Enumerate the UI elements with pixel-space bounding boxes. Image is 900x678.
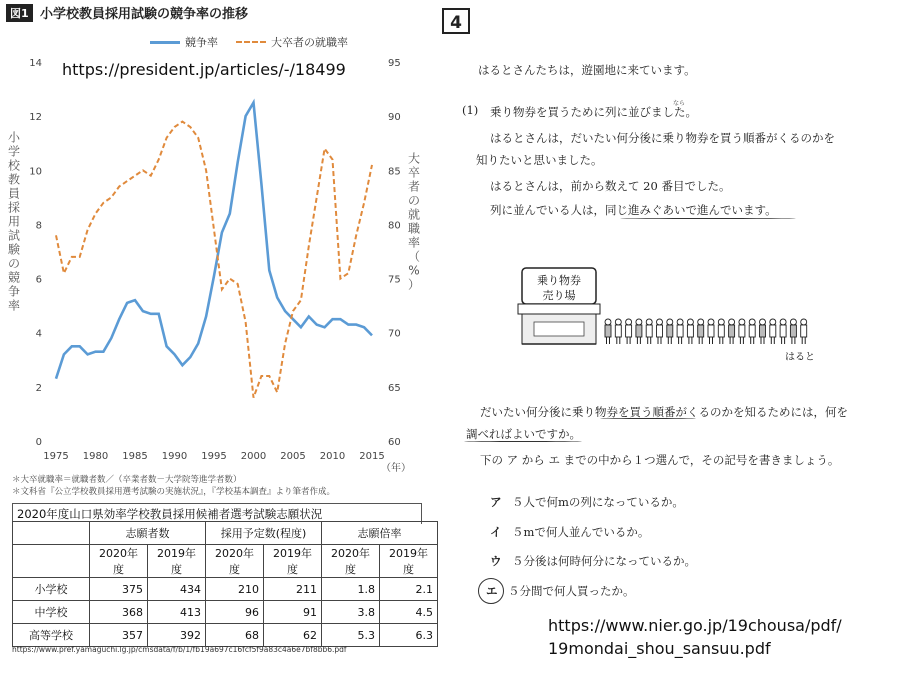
person-body [657, 325, 663, 337]
person-legs [802, 337, 805, 344]
right-axis-label: 者 [407, 179, 421, 194]
person-head [729, 319, 735, 325]
handwritten-underline [464, 441, 582, 442]
note-line: ＊大卒就職率＝就職者数／（卒業者数－大学院等進学者数） [12, 475, 242, 485]
person-body [646, 325, 652, 337]
url-line: https://www.nier.go.jp/19chousa/pdf/ [548, 616, 842, 635]
left-axis-label: 競 [7, 270, 21, 285]
right-tick-label: 85 [388, 166, 401, 178]
option-text: ５人で何mの列になっているか。 [512, 495, 684, 509]
left-axis-label: 用 [7, 214, 21, 229]
subquestion-number: (1) [462, 103, 479, 117]
table-cell: 96 [206, 601, 264, 624]
chart-notes [12, 474, 335, 498]
question-line: だいたい何分後に乗り物券を買う順番がくるのかを知るためには，何を [480, 405, 848, 419]
person-legs [627, 337, 630, 344]
queue-person [687, 319, 693, 344]
table-subheader: 2019年度 [264, 545, 322, 578]
table-corner-cell [13, 522, 90, 545]
right-tick-label: 90 [388, 112, 401, 124]
q1-line: 列に並んでいる人は，同じ進みぐあいで進んでいます。 [490, 203, 777, 217]
table-subheader: 2020年度 [90, 545, 148, 578]
table-row [13, 624, 438, 647]
right-tick-label: 95 [388, 58, 401, 69]
legend-swatch-dashed [236, 41, 266, 43]
queue-person [667, 319, 673, 344]
q1-line: はるとさんは，前から数えて 20 番目でした。 [490, 179, 731, 193]
right-axis-label: 就 [407, 207, 421, 222]
person-body [749, 325, 755, 337]
person-legs [720, 337, 723, 344]
table-corner-cell [13, 545, 90, 578]
queue-person [718, 319, 724, 344]
option-key: ウ [490, 554, 502, 568]
figure-title: 小学校教員採用試験の競争率の推移 [40, 7, 249, 22]
left-tick-label: 0 [35, 437, 42, 448]
queue-person [729, 319, 735, 344]
queue-illustration [510, 260, 830, 370]
queue-person [739, 319, 745, 344]
table-row-label: 中学校 [13, 601, 90, 624]
note-line: ＊文科省『公立学校教員採用選考試験の実施状況』，『学校基本調査』より筆者作成。 [12, 487, 336, 497]
queue-person [708, 319, 714, 344]
legend-swatch-solid [150, 41, 180, 44]
question-line: 下の ア から エ までの中から１つ選んで，その記号を書きましょう。 [480, 453, 840, 467]
queue-person [770, 319, 776, 344]
handwritten-underline [600, 418, 696, 419]
x-tick-label: 2000 [240, 451, 267, 462]
person-body [667, 325, 673, 337]
person-head [718, 319, 724, 325]
table-cell: 4.5 [380, 601, 438, 624]
person-legs [689, 337, 692, 344]
option-i [490, 524, 649, 540]
queue-person [801, 319, 807, 344]
right-axis-label: 卒 [407, 165, 421, 180]
table-row-label: 小学校 [13, 578, 90, 601]
right-axis-label: （ [407, 249, 421, 264]
table-cell: 2.1 [380, 578, 438, 601]
x-tick-label: 1990 [161, 451, 188, 462]
question-line: 調べればよいですか。 [466, 427, 581, 441]
applicant-stats-table [12, 521, 438, 647]
person-head [801, 319, 807, 325]
option-u [490, 553, 696, 569]
person-head [626, 319, 632, 325]
person-legs [792, 337, 795, 344]
table-group-header: 採用予定数(程度) [206, 522, 322, 545]
left-panel [0, 0, 440, 678]
table-subheader: 2020年度 [322, 545, 380, 578]
person-head [646, 319, 652, 325]
x-axis-unit: （年） [381, 463, 411, 473]
intro-text: はるとさんたちは，遊園地に来ています。 [478, 63, 696, 77]
table-title: 2020年度山口県効率学校教員採用候補者選考試験志願状況 [12, 503, 422, 524]
q1-line: はるとさんは，だいたい何分後に乗り物券を買う順番がくるのかを [490, 131, 835, 145]
table-cell: 368 [90, 601, 148, 624]
option-key: エ [486, 584, 498, 598]
left-axis-label: 採 [7, 200, 21, 215]
person-legs [658, 337, 661, 344]
line-chart [0, 48, 440, 473]
table-cell: 62 [264, 624, 322, 647]
person-label-haruto: はると [785, 352, 815, 363]
queue-person [760, 319, 766, 344]
table-subheader-row [13, 545, 438, 578]
left-tick-label: 2 [35, 382, 42, 394]
person-head [739, 319, 745, 325]
left-axis-label: 員 [7, 186, 21, 201]
option-text: ５分後は何時何分になっているか。 [512, 554, 696, 568]
sign-line-2: 売り場 [542, 289, 576, 302]
left-tick-label: 14 [29, 58, 42, 69]
handwritten-underline [620, 218, 796, 219]
left-axis-label: 校 [7, 158, 21, 173]
person-body [677, 325, 683, 337]
right-axis-label: の [407, 193, 421, 208]
person-legs [617, 337, 620, 344]
x-tick-label: 2010 [319, 451, 346, 462]
person-body [739, 325, 745, 337]
person-head [770, 319, 776, 325]
url-overlay-president: https://president.jp/articles/-/18499 [62, 60, 346, 79]
person-head [615, 319, 621, 325]
table-cell: 392 [148, 624, 206, 647]
table-row [13, 601, 438, 624]
person-body [636, 325, 642, 337]
person-legs [648, 337, 651, 344]
queue-person [615, 319, 621, 344]
table-cell: 357 [90, 624, 148, 647]
queue-person [698, 319, 704, 344]
person-head [636, 319, 642, 325]
queue-person [646, 319, 652, 344]
right-tick-label: 65 [388, 382, 401, 394]
legend-label-employment: 大卒者の就職率 [271, 36, 348, 49]
queue-person [636, 319, 642, 344]
option-e [486, 583, 635, 599]
person-legs [710, 337, 713, 344]
queue-person [790, 319, 796, 344]
legend-label-competition: 競争率 [185, 36, 218, 49]
person-head [657, 319, 663, 325]
person-head [708, 319, 714, 325]
left-tick-label: 12 [29, 112, 42, 124]
person-legs [699, 337, 702, 344]
right-tick-label: 75 [388, 274, 401, 286]
person-body [626, 325, 632, 337]
question-number: 4 [442, 8, 470, 34]
person-head [749, 319, 755, 325]
table-row [13, 578, 438, 601]
left-axis-label: 学 [7, 144, 21, 159]
person-legs [637, 337, 640, 344]
person-body [687, 325, 693, 337]
person-head [790, 319, 796, 325]
person-body [770, 325, 776, 337]
person-body [698, 325, 704, 337]
table-cell: 5.3 [322, 624, 380, 647]
table-subheader: 2019年度 [380, 545, 438, 578]
series-line-employment [56, 122, 372, 398]
table-cell: 434 [148, 578, 206, 601]
table-cell: 3.8 [322, 601, 380, 624]
table-cell: 1.8 [322, 578, 380, 601]
right-tick-label: 60 [388, 437, 401, 448]
queue-person [677, 319, 683, 344]
queue-person [749, 319, 755, 344]
option-a [490, 494, 684, 510]
queue-person [657, 319, 663, 344]
left-axis-label: の [7, 256, 21, 271]
person-head [780, 319, 786, 325]
person-legs [679, 337, 682, 344]
x-tick-label: 1980 [82, 451, 109, 462]
q1-line: 知りたいと思いました。 [476, 153, 603, 167]
person-body [718, 325, 724, 337]
right-tick-label: 80 [388, 220, 401, 232]
person-legs [771, 337, 774, 344]
person-head [677, 319, 683, 325]
table-subheader: 2020年度 [206, 545, 264, 578]
person-head [667, 319, 673, 325]
left-axis-label: 争 [7, 284, 21, 299]
left-tick-label: 8 [35, 220, 42, 232]
person-head [605, 319, 611, 325]
left-axis-label: 小 [7, 130, 21, 145]
queue-person [605, 319, 611, 344]
person-legs [751, 337, 754, 344]
person-legs [607, 337, 610, 344]
right-axis-label: % [408, 263, 420, 278]
person-legs [761, 337, 764, 344]
person-legs [730, 337, 733, 344]
url-overlay-nier [548, 614, 842, 660]
person-legs [668, 337, 671, 344]
table-cell: 211 [264, 578, 322, 601]
table-subheader: 2019年度 [148, 545, 206, 578]
left-axis-label: 教 [7, 172, 21, 187]
queue-people [605, 319, 807, 344]
sign-line-1: 乗り物券 [537, 274, 581, 287]
left-axis-label: 試 [7, 228, 21, 243]
url-line: 19mondai_shou_sansuu.pdf [548, 639, 771, 658]
right-tick-label: 70 [388, 328, 401, 340]
option-text: ５分間で何人買ったか。 [508, 584, 635, 598]
source-url: https://www.pref.yamaguchi.lg.jp/cmsdata/f/b/1/fb19a697c16fcf5f9a83c4a6e7bf8bb6.pdf [12, 645, 347, 654]
option-key: ア [490, 495, 502, 509]
table-group-header: 志願倍率 [322, 522, 438, 545]
figure-badge: 図1 [6, 4, 33, 22]
person-head [698, 319, 704, 325]
ruby-annotation: なら [673, 100, 686, 107]
table-cell: 375 [90, 578, 148, 601]
left-axis-label: 験 [7, 242, 21, 257]
q1-line: 乗り物券を買うために列に並びました。 [490, 105, 697, 119]
person-body [801, 325, 807, 337]
person-legs [782, 337, 785, 344]
person-body [729, 325, 735, 337]
table-row-label: 高等学校 [13, 624, 90, 647]
right-axis-label: 率 [407, 235, 421, 250]
person-body [615, 325, 621, 337]
person-body [760, 325, 766, 337]
queue-person [780, 319, 786, 344]
x-tick-label: 1975 [43, 451, 69, 462]
table-cell: 91 [264, 601, 322, 624]
x-tick-label: 1995 [201, 451, 227, 462]
person-body [780, 325, 786, 337]
table-cell: 6.3 [380, 624, 438, 647]
table-cell: 210 [206, 578, 264, 601]
person-head [687, 319, 693, 325]
right-axis-label: 大 [407, 151, 421, 166]
x-tick-label: 1985 [122, 451, 148, 462]
person-body [708, 325, 714, 337]
option-key: イ [490, 525, 502, 539]
right-axis-label: 職 [407, 221, 421, 236]
x-tick-label: 2005 [280, 451, 306, 462]
left-axis-label: 率 [7, 298, 21, 313]
series-line-competition [56, 103, 372, 379]
person-head [760, 319, 766, 325]
option-text: ５mで何人並んでいるか。 [512, 525, 650, 539]
queue-person [626, 319, 632, 344]
person-body [790, 325, 796, 337]
left-tick-label: 4 [35, 328, 42, 340]
left-tick-label: 10 [29, 166, 42, 178]
table-group-header: 志願者数 [90, 522, 206, 545]
left-tick-label: 6 [35, 274, 42, 286]
right-axis-label: ） [407, 277, 421, 292]
table-cell: 413 [148, 601, 206, 624]
person-body [605, 325, 611, 337]
table-header-row [13, 522, 438, 545]
person-legs [740, 337, 743, 344]
x-tick-label: 2015 [359, 451, 385, 462]
table-cell: 68 [206, 624, 264, 647]
